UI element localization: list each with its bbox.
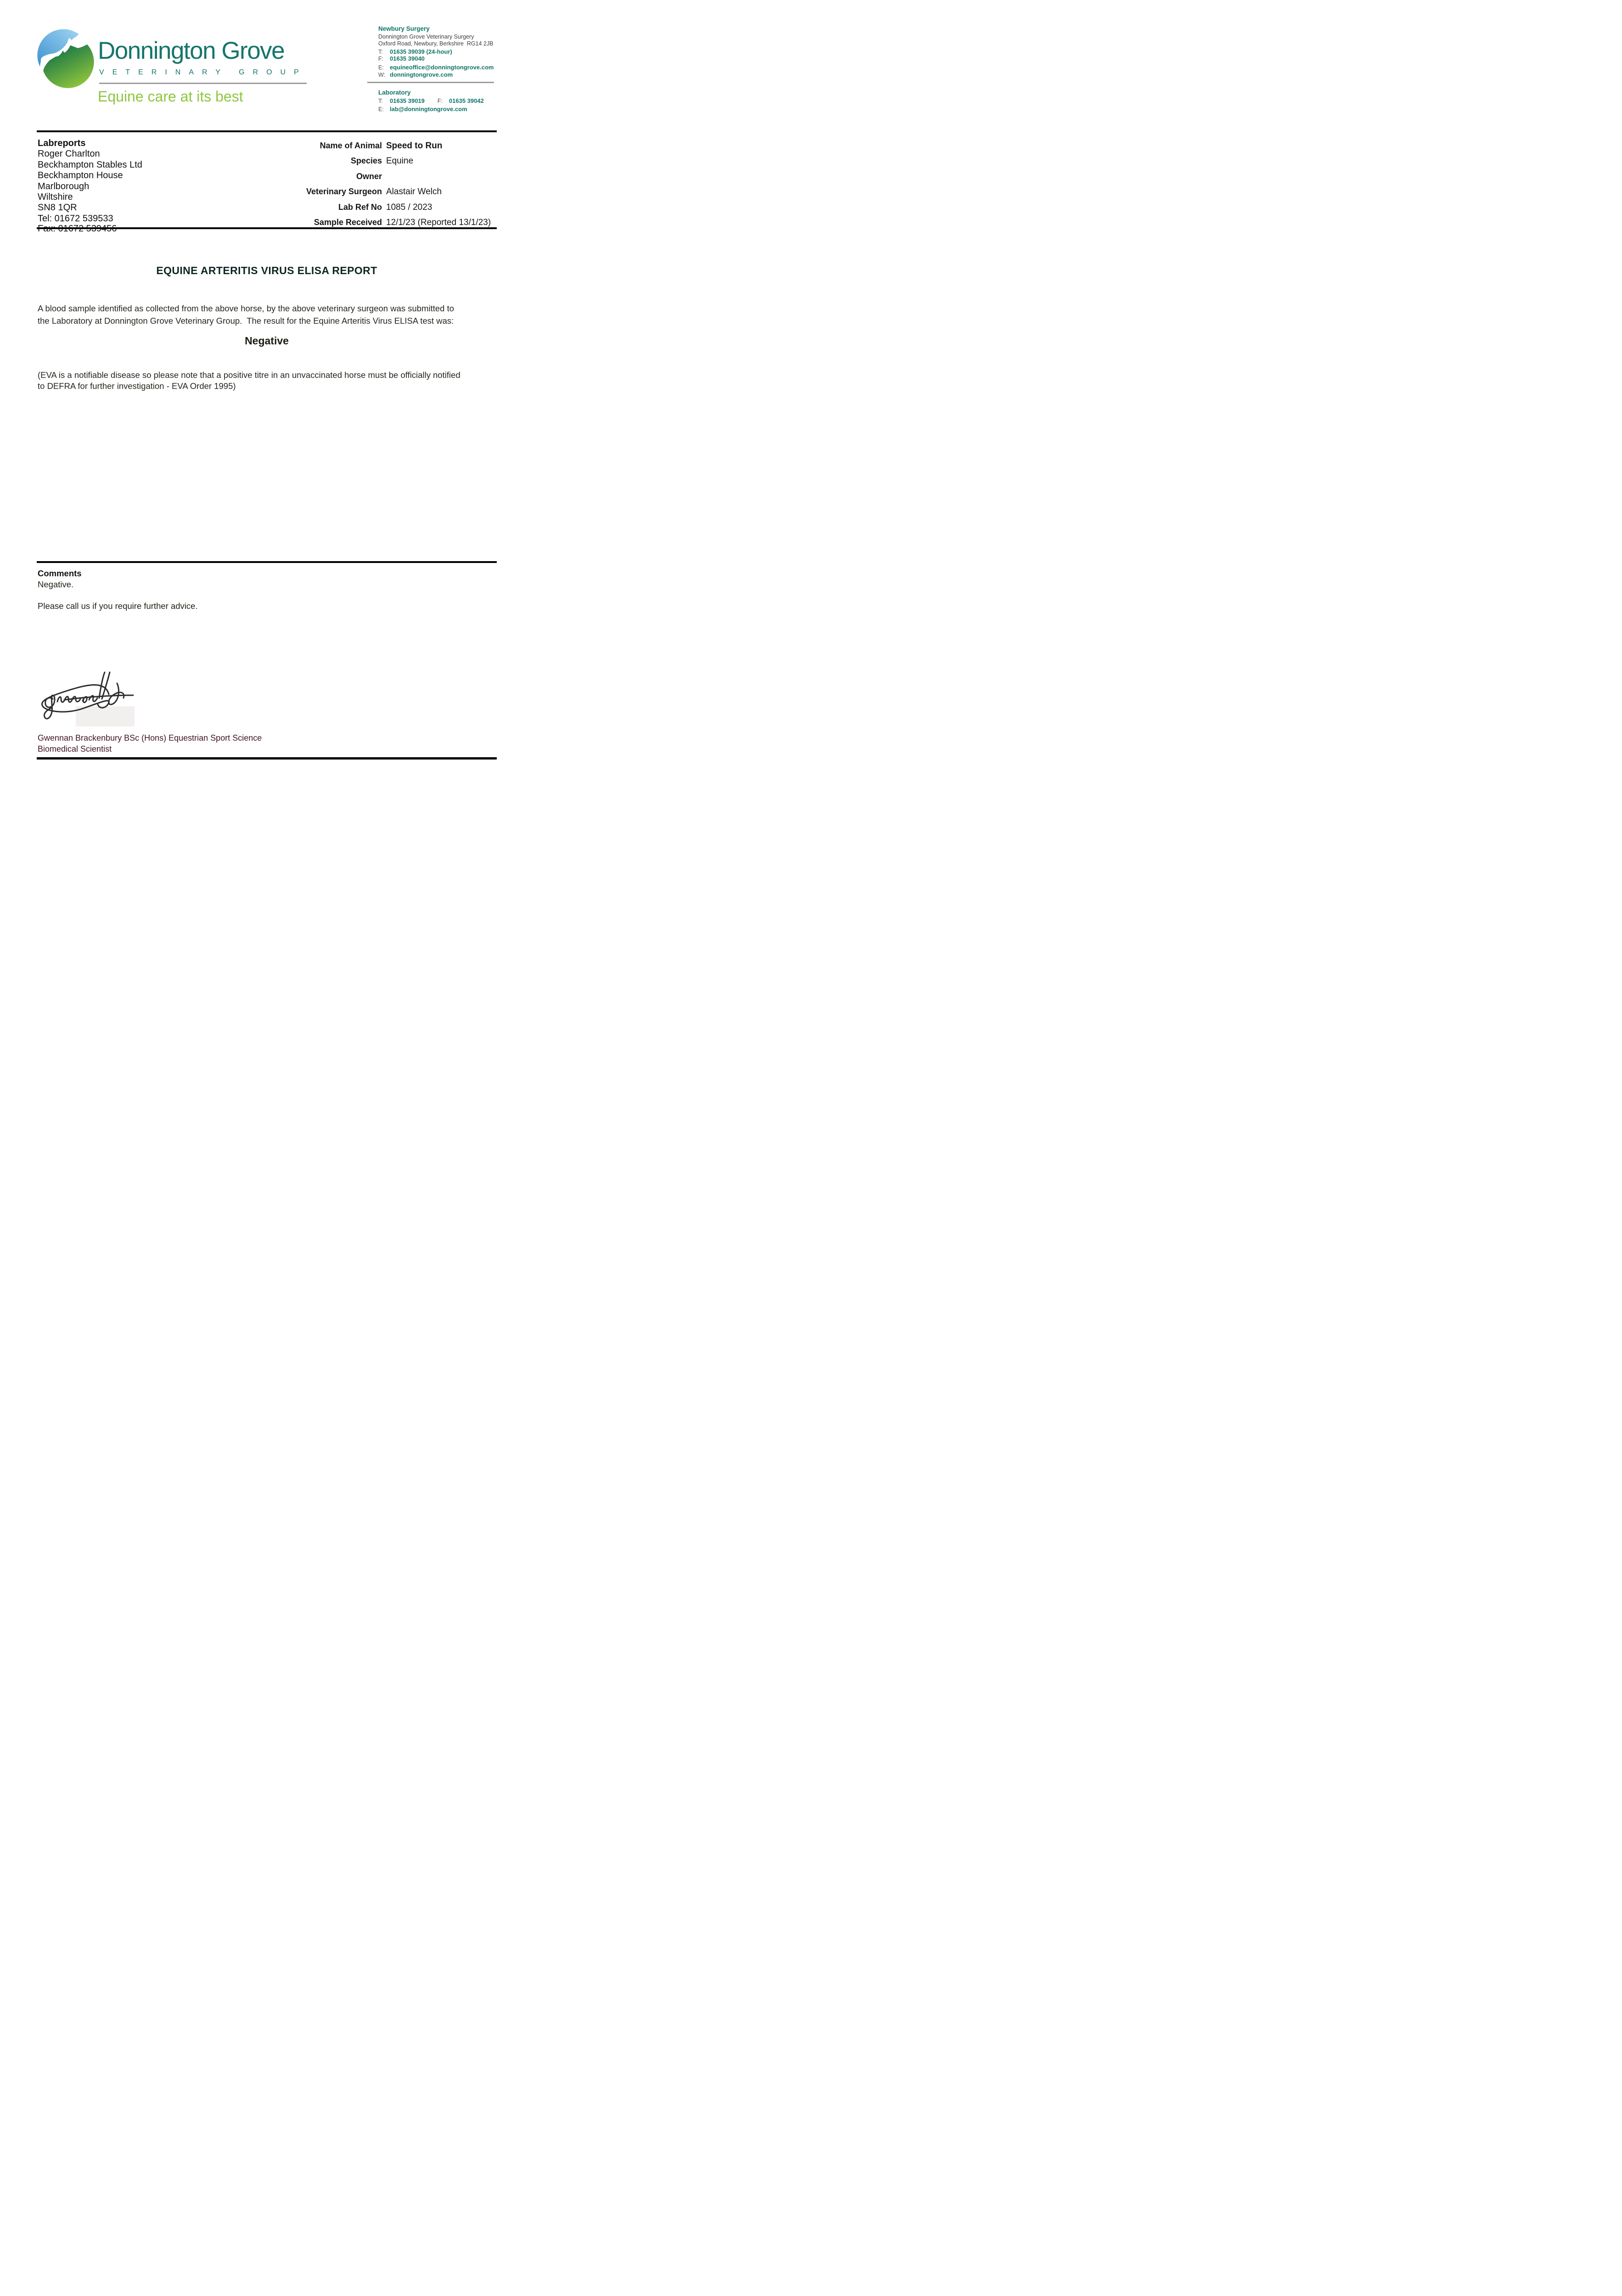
surgery-address-line2: Oxford Road, Newbury, Berkshire RG14 2JB [378,40,494,47]
sample-row-name-of-animal [0,141,541,152]
sample-value: Equine [386,156,414,166]
lab-fax-label: F: [437,98,443,104]
sample-label: Veterinary Surgeon [306,187,382,196]
signatory-name: Gwennan Brackenbury BSc (Hons) Equestrian Sport Science [38,733,262,743]
fax-label: F: [378,56,384,62]
sample-label: Owner [356,172,382,181]
surgery-address-line1: Donnington Grove Veterinary Surgery [378,34,474,40]
sample-label: Lab Ref No [338,203,382,212]
recipient-line: Beckhampton House [38,170,123,181]
signatory-role: Biomedical Scientist [38,744,112,754]
sample-label: Name of Animal [320,141,382,150]
email-label: E: [378,64,384,71]
report-note-line2: to DEFRA for further investigation - EVA Order 1995) [38,381,236,391]
sample-row-owner [0,172,541,183]
report-body-line2: the Laboratory at Donnington Grove Veterinary Group. The result for the Equine Arteritis Virus ELISA test was: [38,316,454,326]
lab-phone: 01635 39019 [390,97,425,104]
test-result: Negative [245,335,289,347]
phone-label: T: [378,49,383,55]
sample-value: Alastair Welch [386,187,442,197]
recipient-line: SN8 1QR [38,203,77,213]
web-label: W: [378,72,386,78]
laboratory-title: Laboratory [378,89,411,96]
sample-label: Species [350,156,382,165]
signature-image [39,671,134,726]
recipient-line: Tel: 01672 539533 [38,213,113,224]
sample-value: 12/1/23 (Reported 13/1/23) [386,218,491,227]
recipient-line: Marlborough [38,181,90,191]
report-title: EQUINE ARTERITIS VIRUS ELISA REPORT [156,264,377,276]
comments-rule [37,561,497,563]
footer-rule [37,757,497,760]
recipient-line: Beckhampton Stables Ltd [38,159,142,170]
surgery-phone: 01635 39039 (24-hour) [390,48,452,55]
laboratory-email-row [378,106,467,113]
surgery-fax-row [378,55,425,62]
sample-label: Sample Received [314,218,382,227]
recipient-clipped-fax-line: Fax: 01672 539456 [38,224,117,234]
report-note-line1: (EVA is a notifiable disease so please note that a positive titre in an unvaccinated horse must be officially notified [38,370,460,380]
lab-report-page [0,0,541,765]
logo-divider [99,83,307,84]
surgery-web-row [378,71,453,78]
lab-email-label: E: [378,106,384,113]
laboratory-phone-fax-row [378,97,484,104]
recipient-line: Wiltshire [38,192,73,203]
practice-logo-emblem-icon [36,28,92,84]
surgery-title: Newbury Surgery [378,25,430,32]
surgery-phone-row [378,48,452,55]
comments-footer-note: Please call us if you require further advice. [38,601,198,611]
brand-name: Donnington Grove [98,37,285,64]
brand-tagline: Equine care at its best [98,88,243,105]
sample-value: Speed to Run [386,141,443,151]
sample-row-veterinary-surgeon [0,187,541,198]
comments-heading: Comments [38,568,82,578]
report-body-line1: A blood sample identified as collected from the above horse, by the above veterinary surgeon was submitted to [38,304,455,313]
surgery-website: donningtongrove.com [390,71,453,78]
sample-value: 1085 / 2023 [386,203,432,212]
sample-row-sample-received [0,218,541,234]
surgery-email-row [378,64,494,71]
brand-subtitle: VETERINARY GROUP [99,68,307,76]
recipient-name: Labreports [38,138,86,148]
lab-email: lab@donningtongrove.com [390,106,467,113]
comments-text: Negative. [38,580,74,589]
lab-fax: 01635 39042 [449,97,484,104]
recipient-line: Roger Charlton [38,149,100,159]
contact-divider [367,82,494,83]
header-rule [37,130,497,132]
lab-phone-label: T: [378,98,383,104]
sample-row-lab-ref-no [0,203,541,214]
surgery-email: equineoffice@donningtongrove.com [390,64,494,71]
surgery-fax: 01635 39040 [390,55,425,62]
sample-row-species [0,156,541,167]
